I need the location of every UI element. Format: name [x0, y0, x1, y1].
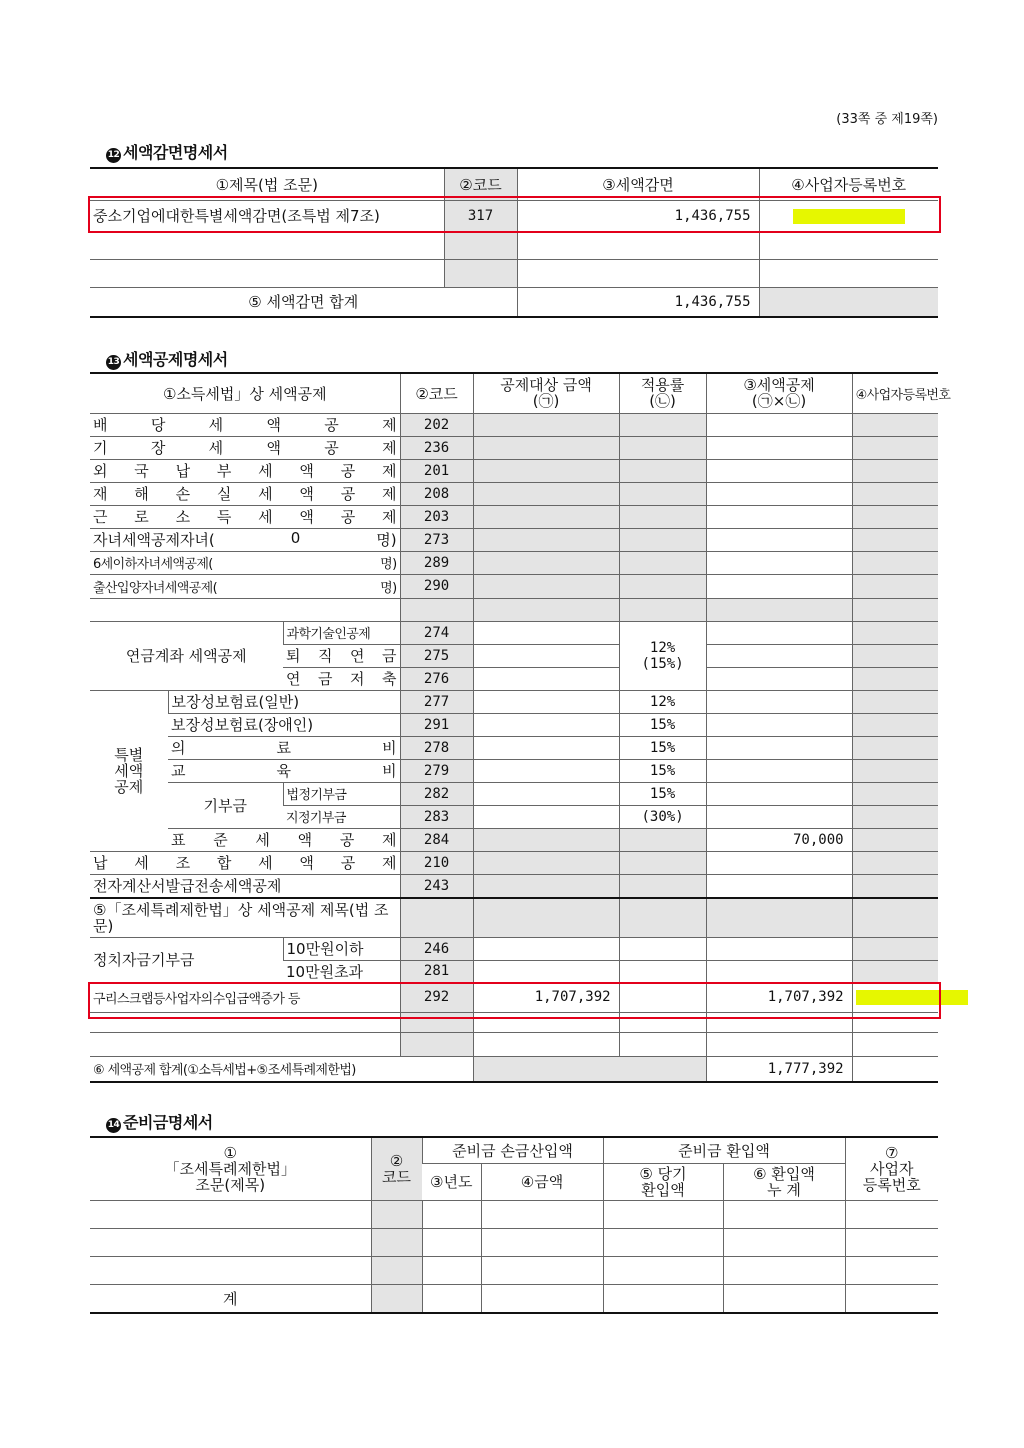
- table-row: [90, 200, 938, 231]
- row-rate: 15%: [619, 782, 706, 805]
- row-label: 법정기부금: [283, 782, 400, 805]
- row-code: 279: [400, 759, 473, 782]
- table-row: [90, 1228, 938, 1256]
- header-credit: ③세액공제 (㉠×㉡): [706, 373, 852, 413]
- row-label: 과학기술인공제: [283, 621, 400, 644]
- section-number-badge: 13: [106, 355, 121, 370]
- section-14-title: 14 준비금명세서: [107, 1113, 213, 1132]
- table-row: [90, 231, 938, 259]
- row-label: 보장성보험료(일반): [168, 690, 400, 713]
- header-rate: 적용률 (㉡): [619, 373, 706, 413]
- total-amount: 1,777,392: [706, 1056, 852, 1082]
- total-amount: 1,436,755: [517, 287, 759, 317]
- header-amount: ④금액: [481, 1163, 603, 1200]
- bizno-cell: [852, 982, 938, 1012]
- row-code: 291: [400, 713, 473, 736]
- row-code: 202: [400, 413, 473, 436]
- table-row: [90, 574, 938, 598]
- section-number-badge: 14: [106, 1118, 121, 1133]
- row-code: 292: [400, 982, 473, 1012]
- row-code: 236: [400, 436, 473, 459]
- row-label: 구리스크랩등사업자의수입금액증가 등: [90, 982, 400, 1012]
- header-bizno: ④사업자등록번호: [759, 168, 938, 200]
- table-header-row: [90, 168, 938, 200]
- row-code: 278: [400, 736, 473, 759]
- header-bizno: ⑦ 사업자 등록번호: [845, 1137, 938, 1200]
- table-row: [90, 598, 938, 621]
- row-code: 282: [400, 782, 473, 805]
- row-code: 275: [400, 644, 473, 667]
- row-credit: 1,707,392: [706, 982, 852, 1012]
- row-label: 기 장 세 액 공 제: [90, 436, 400, 459]
- header-reduction: ③세액감면: [517, 168, 759, 200]
- reduction-title: 중소기업에대한특별세액감면(조특법 제7조): [90, 200, 444, 231]
- special-law-header: ⑤「조세특례제한법」상 세액공제 제목(법 조문): [90, 898, 400, 937]
- row-label: 6세이하자녀세액공제( 명): [90, 551, 400, 574]
- row-code: 273: [400, 528, 473, 551]
- table-row: [90, 874, 938, 898]
- row-label: 재 해 손 실 세 액 공 제: [90, 482, 400, 505]
- table-row: [90, 259, 938, 287]
- row-label: 연 금 저 축: [283, 667, 400, 690]
- row-label: 의 료 비: [168, 736, 400, 759]
- row-label: 퇴 직 연 금: [283, 644, 400, 667]
- political-group-label: 정치자금기부금: [90, 937, 283, 982]
- row-rate: 12%: [619, 690, 706, 713]
- row-label: 표 준 세 액 공 제: [168, 828, 400, 851]
- total-label: ⑥ 세액공제 합계(①소득세법+⑤조세특례제한법): [90, 1056, 473, 1082]
- table-row: [90, 1256, 938, 1284]
- reserve-table: [90, 1136, 938, 1314]
- total-label: ⑤ 세액감면 합계: [90, 287, 517, 317]
- header-year: ③년도: [422, 1163, 481, 1200]
- row-code: 283: [400, 805, 473, 828]
- row-label: 10만원초과: [283, 960, 400, 982]
- header-bizno: ④사업자등록번호: [852, 373, 938, 413]
- redaction-highlight: [856, 990, 968, 1005]
- table-row: [90, 482, 938, 505]
- row-code: 281: [400, 960, 473, 982]
- table-row: [90, 736, 938, 759]
- row-code: 290: [400, 574, 473, 598]
- header-base-amount: 공제대상 금액 (㉠): [473, 373, 619, 413]
- table-row: [90, 528, 938, 551]
- row-label: 10만원이하: [283, 937, 400, 960]
- table-row: [90, 937, 938, 960]
- table-row: [90, 459, 938, 482]
- reduction-code: 317: [444, 200, 517, 231]
- header-current-return: ⑤ 당기 환입액: [603, 1163, 723, 1200]
- redaction-highlight: [793, 209, 905, 224]
- row-code: 208: [400, 482, 473, 505]
- header-title: ①제목(법 조문): [90, 168, 444, 200]
- row-code: 243: [400, 874, 473, 898]
- row-rate: 15%: [619, 713, 706, 736]
- table-row: [90, 690, 938, 713]
- header-income-tax-credit: ①소득세법」상 세액공제: [90, 373, 400, 413]
- header-group-return: 준비금 환입액: [603, 1137, 845, 1163]
- row-label: 교 육 비: [168, 759, 400, 782]
- header-code: ② 코드: [371, 1137, 422, 1200]
- row-label: 출산입양자녀세액공제( 명): [90, 574, 400, 598]
- total-row: [90, 1284, 938, 1313]
- row-code: 289: [400, 551, 473, 574]
- row-code: 284: [400, 828, 473, 851]
- table-row: [90, 982, 938, 1012]
- row-base-amount: 1,707,392: [473, 982, 619, 1012]
- table-row: [90, 782, 938, 805]
- section-13-title: 13 세액공제명세서: [107, 350, 228, 369]
- table-row: [90, 898, 938, 937]
- row-label: 외 국 납 부 세 액 공 제: [90, 459, 400, 482]
- header-cumulative-return: ⑥ 환입액 누 계: [723, 1163, 845, 1200]
- table-row: [90, 551, 938, 574]
- total-row: [90, 1056, 938, 1082]
- row-code: 246: [400, 937, 473, 960]
- reduction-amount: 1,436,755: [517, 200, 759, 231]
- header-group-loss: 준비금 손금산입액: [422, 1137, 603, 1163]
- page-number: (33쪽 중 제19쪽): [836, 112, 938, 127]
- table-row: [90, 713, 938, 736]
- row-rate: 15%: [619, 759, 706, 782]
- row-label: 지정기부금: [283, 805, 400, 828]
- row-code: 210: [400, 851, 473, 874]
- row-rate: 15%: [619, 736, 706, 759]
- table-header-row: [90, 373, 938, 413]
- table-row: [90, 828, 938, 851]
- section-number-badge: 12: [106, 148, 121, 163]
- row-label: 근 로 소 득 세 액 공 제: [90, 505, 400, 528]
- table-header-row: [90, 1137, 938, 1163]
- table-row: [90, 759, 938, 782]
- pension-rate: 12% (15%): [619, 621, 706, 690]
- row-code: 201: [400, 459, 473, 482]
- row-label: 보장성보험료(장애인): [168, 713, 400, 736]
- header-article: ① 「조세특례제한법」 조문(제목): [90, 1137, 371, 1200]
- table-row: [90, 851, 938, 874]
- row-label: 납 세 조 합 세 액 공 제: [90, 851, 400, 874]
- row-credit: 70,000: [706, 828, 852, 851]
- row-rate: (30%): [619, 805, 706, 828]
- row-label: 자녀세액공제자녀( 0 명): [90, 528, 400, 551]
- table-row: [90, 621, 938, 644]
- row-code: 203: [400, 505, 473, 528]
- row-label: 전자계산서발급전송세액공제: [90, 874, 400, 898]
- table-row: [90, 1200, 938, 1228]
- row-code: 277: [400, 690, 473, 713]
- table-row: [90, 1032, 938, 1056]
- table-row: [90, 436, 938, 459]
- header-code: ②코드: [444, 168, 517, 200]
- special-group-label: 특별 세액 공제: [90, 690, 168, 851]
- header-code: ②코드: [400, 373, 473, 413]
- table-row: [90, 413, 938, 436]
- table-row: [90, 505, 938, 528]
- tax-reduction-table: [90, 167, 938, 318]
- row-label: 배 당 세 액 공 제: [90, 413, 400, 436]
- tax-credit-table: [90, 372, 951, 1083]
- section-12-title: 12 세액감면명세서: [107, 143, 228, 162]
- total-label: 계: [90, 1284, 371, 1313]
- pension-group-label: 연금계좌 세액공제: [90, 621, 283, 690]
- row-code: 274: [400, 621, 473, 644]
- donation-group-label: 기부금: [168, 782, 283, 828]
- total-row: [90, 287, 938, 317]
- bizno-cell: [759, 200, 938, 231]
- row-code: 276: [400, 667, 473, 690]
- table-row: [90, 1012, 938, 1032]
